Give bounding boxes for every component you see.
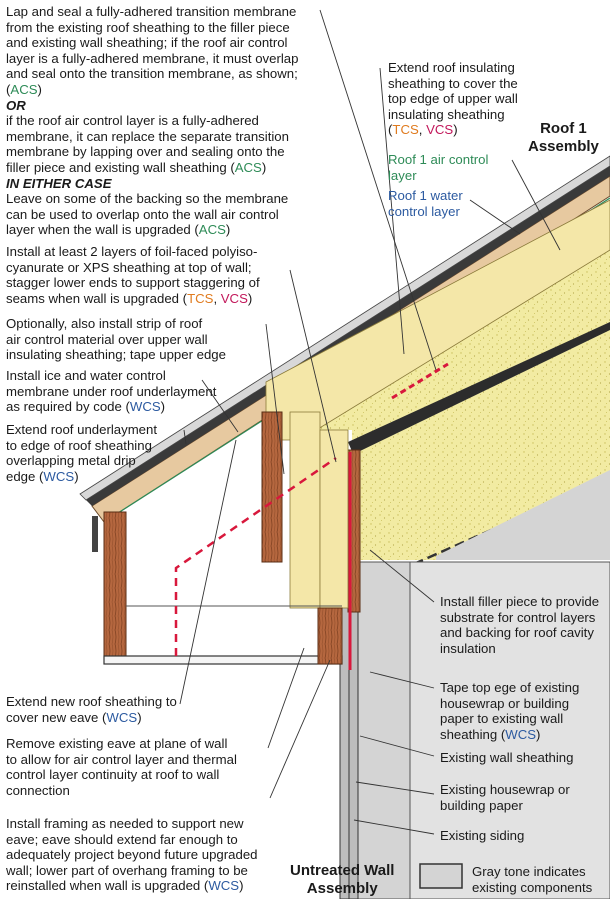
note-line-text: filler piece and existing wall sheathing (	[6, 159, 235, 175]
note-line: paper to existing wall	[440, 711, 564, 727]
note-line: Extend roof insulating	[388, 60, 515, 75]
note-line: (TCS, VCS)	[388, 122, 458, 138]
note-line: to edge of roof sheathing	[6, 437, 152, 453]
note-line: sheathing to cover the	[388, 75, 518, 91]
note-underlayment	[6, 422, 157, 484]
header-line: Roof 1	[540, 120, 587, 137]
note-line: Extend new roof sheathing to	[6, 694, 177, 709]
note-line: substrate for control layers	[440, 609, 596, 625]
note-line: overlapping metal drip	[6, 453, 136, 469]
code-vcs: VCS	[220, 290, 248, 306]
note-line: eave; eave should extend far enough to	[6, 831, 238, 847]
header-line: Assembly	[528, 138, 599, 155]
note-line: sheathing (WCS)	[440, 726, 541, 742]
note-line: layer when the wall is upgraded (ACS)	[6, 222, 231, 238]
note-extend-insulating	[388, 60, 518, 138]
note-line: insulation	[440, 640, 496, 656]
note-line: as required by code (WCS)	[6, 399, 166, 415]
note-line: Install filler piece to provide	[440, 594, 600, 609]
note-line: and existing wall sheathing; if the roof air control	[6, 35, 288, 51]
note-line: membrane under roof underlayment	[6, 383, 217, 399]
lower-overhang-framing	[318, 608, 342, 664]
note-housewrap	[440, 782, 570, 813]
note-line: housewrap or building	[440, 695, 570, 711]
note-line: layer	[388, 167, 417, 183]
note-line: adequately project beyond future upgraded	[6, 847, 258, 863]
note-line: reinstalled when wall is upgraded (WCS)	[6, 878, 244, 894]
note-line: (ACS)	[6, 81, 42, 97]
existing-wall-gray	[358, 562, 410, 899]
note-filler	[440, 594, 599, 656]
note-line: filler piece and existing wall sheathing (ACS)	[6, 159, 267, 175]
code-wcs: WCS	[505, 726, 537, 742]
note-line: layer is a fully-adhered membrane, it must overlap	[6, 50, 299, 66]
note-line: Existing siding	[440, 828, 525, 843]
note-line: Install framing as needed to support new	[6, 816, 244, 831]
note-line: and seal onto the transition membrane, as shown;	[6, 66, 298, 82]
code-vcs: VCS	[426, 122, 454, 138]
note-line-text: seams when wall is upgraded (	[6, 290, 188, 306]
note-line: edge (WCS)	[6, 468, 79, 484]
code-acs: ACS	[198, 222, 226, 238]
note-wall-sheathing	[440, 750, 573, 766]
note-line: insulating sheathing	[388, 106, 505, 122]
note-line-text: layer when the wall is upgraded (	[6, 222, 199, 238]
note-line: connection	[6, 782, 70, 798]
code-wcs: WCS	[43, 468, 75, 484]
label-roof-water-control	[388, 188, 463, 219]
code-wcs: WCS	[129, 399, 161, 415]
note-line: cover new eave (WCS)	[6, 709, 142, 725]
legend-line: Gray tone indicates	[472, 864, 586, 879]
note-line: membrane, it can replace the separate transition	[6, 128, 289, 144]
label-roof-air-control	[388, 152, 488, 183]
header-untreated-wall	[290, 862, 394, 898]
note-line-text: sheathing (	[440, 726, 506, 742]
wall-insulating-sheathing-2	[320, 430, 348, 608]
note-framing	[6, 816, 257, 894]
note-line: to allow for air control layer and thermal	[6, 751, 237, 767]
note-line: Install at least 2 layers of foil-faced polyiso-	[6, 244, 258, 259]
note-line: membrane by lapping over and sealing onto the	[6, 144, 285, 160]
note-ice-water	[6, 368, 216, 415]
note-line: control layer	[388, 203, 460, 219]
code-tcs: TCS	[392, 122, 419, 138]
note-new-sheathing	[6, 694, 177, 725]
note-line: can be used to overlap onto the wall air control	[6, 206, 279, 222]
note-line: Tape top ege of existing	[440, 680, 580, 695]
note-line: from the existing roof sheathing to the filler piece	[6, 19, 290, 35]
code-acs: ACS	[234, 159, 262, 175]
note-line: Lap and seal a fully-adhered transition membrane	[6, 4, 297, 19]
note-line: Extend roof underlayment	[6, 422, 158, 437]
fascia-board	[104, 512, 126, 658]
header-line: Assembly	[306, 880, 378, 897]
note-line: Existing wall sheathing	[440, 750, 574, 765]
note-tape-top	[440, 680, 579, 742]
note-line: Roof 1 air control	[388, 152, 489, 167]
header-roof1	[528, 120, 599, 156]
code-wcs: WCS	[208, 878, 240, 894]
legend-text	[472, 864, 592, 895]
note-either: IN EITHER CASE	[6, 175, 112, 191]
code-tcs: TCS	[187, 290, 214, 306]
note-line: top edge of upper wall	[388, 91, 518, 107]
note-line: and backing for roof cavity	[440, 625, 594, 641]
note-line: cyanurate or XPS sheathing at top of wall;	[6, 259, 252, 275]
note-line: seams when wall is upgraded (TCS, VCS)	[6, 290, 253, 306]
note-line: if the roof air control layer is a fully-adhered	[6, 113, 259, 129]
note-line: insulating sheathing; tape upper edge	[6, 347, 226, 363]
note-line: Existing housewrap or	[440, 782, 570, 797]
header-line: Untreated Wall	[290, 862, 395, 879]
note-line: control layer continuity at roof to wall	[6, 767, 220, 783]
code-wcs: WCS	[106, 709, 138, 725]
note-line: Remove existing eave at plane of wall	[6, 736, 228, 751]
note-optionally	[6, 316, 226, 363]
note-line: wall; lower part of overhang framing to be	[6, 862, 248, 878]
soffit	[104, 656, 342, 664]
note-line: Install ice and water control	[6, 368, 166, 383]
code-acs: ACS	[10, 81, 38, 97]
note-line: Optionally, also install strip of roof	[6, 316, 203, 331]
wall-insulating-sheathing-1	[290, 412, 320, 608]
note-line-text: reinstalled when wall is upgraded (	[6, 878, 209, 894]
note-or: OR	[6, 97, 26, 113]
legend-swatch	[420, 864, 462, 888]
note-line: air control material over upper wall	[6, 331, 208, 347]
note-line: Leave on some of the backing so the membrane	[6, 191, 289, 207]
note-line-text: cover new eave (	[6, 709, 107, 725]
note-line: Roof 1 water	[388, 188, 463, 203]
note-remove-eave	[6, 736, 237, 798]
drip-edge	[92, 516, 98, 552]
note-two-layers	[6, 244, 260, 306]
legend-line: existing components	[472, 879, 593, 895]
note-siding	[440, 828, 524, 844]
note-line-text: as required by code (	[6, 399, 130, 415]
note-line-text: edge (	[6, 468, 44, 484]
note-lap-seal	[6, 4, 298, 238]
note-line: building paper	[440, 797, 523, 813]
note-line: stagger lower ends to support staggering of	[6, 275, 260, 291]
